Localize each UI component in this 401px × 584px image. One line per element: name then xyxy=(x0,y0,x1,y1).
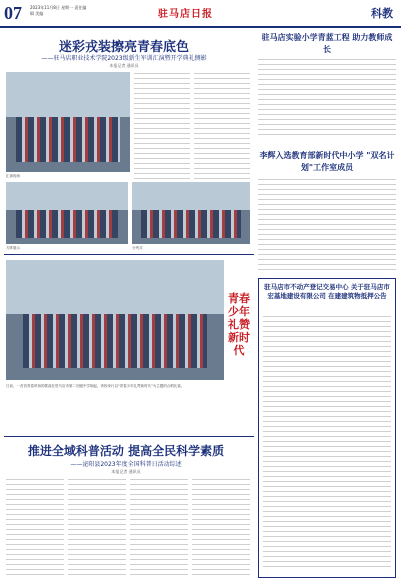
lead-subtitle: ——驻马店职业技术学院2023级新生军训汇演暨开学典礼侧影 xyxy=(41,55,207,62)
bottom-body-text xyxy=(192,478,250,578)
lead-body-text xyxy=(134,72,190,180)
lead-photo-right xyxy=(132,182,250,244)
photo-caption: 汇演现场 xyxy=(6,174,20,178)
bottom-subtitle: ——泌阳县2023年度全国科普日活动综述 xyxy=(70,461,182,468)
right-article-2-title: 李辉入选教育部新时代中小学 "双名计划"工作室成员 xyxy=(259,151,395,172)
photo-caption: 方阵展示 xyxy=(6,246,20,250)
bottom-byline: 本报记者 通讯员 xyxy=(111,469,141,474)
page-header xyxy=(0,0,401,28)
date-line: 2023年11月8日 星期一 责任编辑 美编 xyxy=(30,5,87,16)
photo-caption: 分列式 xyxy=(132,246,143,250)
masthead: 驻马店日报 xyxy=(158,9,213,20)
vertical-headline: 青春少年礼赞新时代 xyxy=(228,292,250,357)
bottom-body-text xyxy=(130,478,188,578)
bottom-title: 推进全域科普活动 提高全民科学素质 xyxy=(27,444,225,458)
section-divider xyxy=(4,436,254,437)
right-article-1-title: 驻马店实验小学青蓝工程 助力教师成长 xyxy=(261,33,393,54)
right-column xyxy=(258,32,396,272)
right-article-2-body xyxy=(258,178,396,270)
lead-byline: 本报记者 通讯员 xyxy=(109,63,139,68)
section-name: 科教 xyxy=(371,7,393,20)
chorus-photo xyxy=(6,260,224,380)
section-divider xyxy=(4,254,254,255)
lead-body-text xyxy=(194,72,250,180)
notice-body xyxy=(263,315,391,570)
lead-photo-main xyxy=(6,72,130,172)
lead-photo-left xyxy=(6,182,128,244)
notice-box xyxy=(258,278,396,578)
chorus-caption: 日前，一首首青春昂扬的歌曲在驻马店市第二初级中学响起，该校举行以"青春少年礼赞新时代"为主题的合唱比赛。 xyxy=(6,384,185,388)
bottom-body-text xyxy=(6,478,64,578)
page-number: 07 xyxy=(4,3,22,23)
bottom-body-text xyxy=(68,478,126,578)
right-article-1-body xyxy=(258,58,396,138)
notice-title: 驻马店市不动产登记交易中心 关于驻马店市宏基地建设有限公司 在建建筑物抵押公告 xyxy=(264,283,390,300)
lead-title: 迷彩戎装擦亮青春底色 xyxy=(58,40,189,55)
